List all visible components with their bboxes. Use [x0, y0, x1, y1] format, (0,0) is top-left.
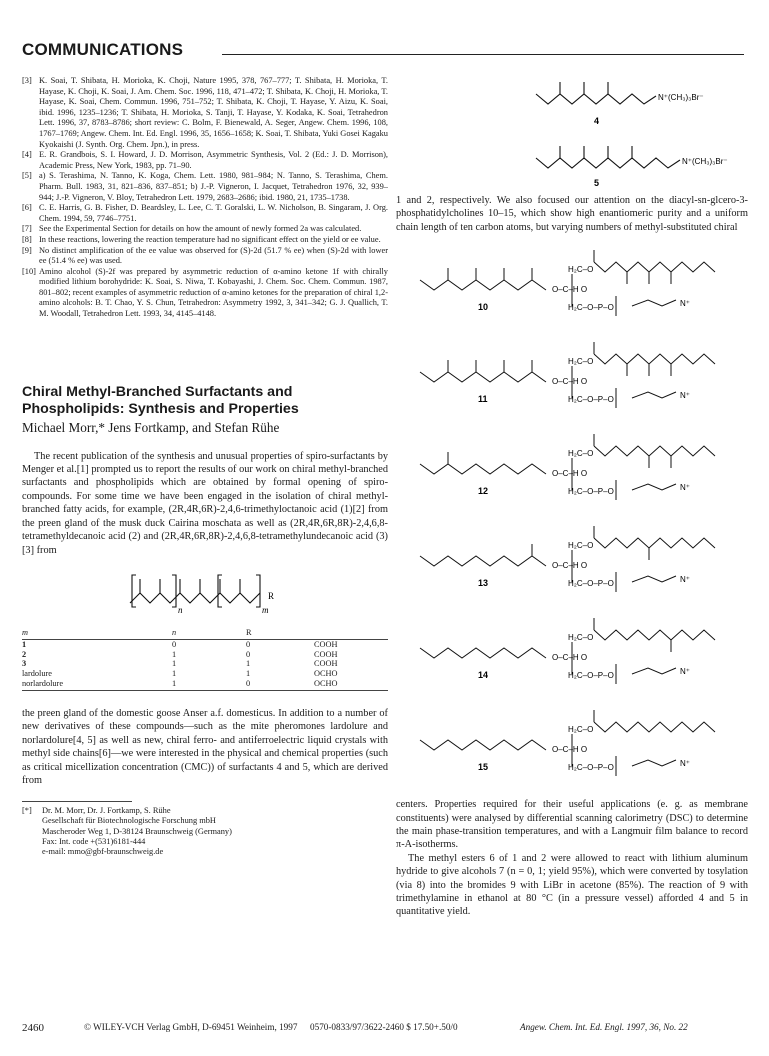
phosphate-group: H₂C–O–P–O	[568, 579, 614, 589]
ch2-group: H₂C–O	[568, 449, 594, 459]
table-rule	[22, 690, 388, 691]
col-n: n	[172, 628, 177, 638]
table-row	[22, 678, 388, 688]
choline-n: N⁺	[680, 575, 690, 585]
surfactant-drawing	[396, 76, 748, 188]
ch-group: O–C–H O	[552, 745, 588, 755]
table-cell: 3	[22, 659, 27, 669]
article-authors: Michael Morr,* Jens Fortkamp, and Stefan Rühe	[22, 419, 280, 435]
compound-label: 13	[478, 578, 489, 589]
ch-group: O–C–H O	[552, 561, 588, 571]
surfactant-structures	[396, 76, 748, 188]
table-cell: OCHO	[314, 668, 338, 678]
reference-number: [7]	[22, 224, 32, 234]
price-code: 0570-0833/97/3622-2460 $ 17.50+.50/0	[310, 1022, 458, 1032]
journal-citation: Angew. Chem. Int. Ed. Engl. 1997, 36, No. 22	[520, 1022, 688, 1032]
m-subscript: m	[262, 604, 269, 615]
n-subscript: n	[178, 604, 183, 615]
table-cell: 1	[172, 678, 177, 688]
reference-text: K. Soai, T. Shibata, H. Morioka, K. Choji, Nature 1995, 378, 767–777; T. Shibata, H. Morioka, T. Hayase, K. Choji, K. Soai, J. Am. Chem. Soc. 1996, 118, 471–472; T. Shibata, K. Choji, H. Morioka, T. Hayase, K. Soai, Chem. Commun. 1996, 751–752; T. Shibata, K. Choji, T. Hayase, Y. Aizu, K. Soai, ibid. 1996, 1235–1236; T. Shibata, H. Morioka, S. Tanji, T. Hayase, Y. Kodaka, K. Soai, Tetrahedron Lett. 1996, 37, 8783–8786; short review: C. Bolm, F. Bienewald, A. Seger, Angew. Chem. 1996, 108, 1767–1769; Angew. Chem. Int. Ed. Engl. 1996, 35, 1656–1658; K. Soai, T. Shibata, Yuki Gosei Kagaku Kyokaishi (J. Synth. Org. Chem. Jpn.), in press.	[39, 76, 388, 149]
intro-paragraph: The recent publication of the synthesis and unusual properties of spiro-surfactants by Menger et al.[1] prompted us to report the results of our work on chiral methyl-branched surfactants and phospholipids which are obtained by formal opening of spiro-compounds. For some time we have been engaged in the isolation of chiral methyl-branched fatty acids, for example, (2R,4R,6R)-2,4,6-trimethyloctanoic acid (1)[2] from the preen gland of the musk duck Cairina moschata as well as (2R,4R,6R,8R)-2,4,6,8-tetramethyldecanoic acid (2) and (2R,4R,6R,8R)-2,4,6,8-tetramethylundecanoic acid (3)[3] from	[22, 450, 388, 556]
table-cell: OCHO	[314, 678, 338, 688]
phosphate-group: H₂C–O–P–O	[568, 487, 614, 497]
general-structure-drawing	[22, 563, 388, 627]
choline-n: N⁺	[680, 759, 690, 769]
table-cell: 1	[22, 640, 27, 650]
right-column	[396, 76, 748, 919]
right-paragraph-1: 1 and 2, respectively. We also focused our attention on the diacyl-sn-glcero-3-phosphatidylcholines 10–15, which show high enantiomeric purity and a uniform chain length of ten carbon atoms, but varying numbers of methyl-substituted chiral	[396, 195, 748, 233]
table-cell: 1	[172, 649, 177, 659]
label-5: 5	[594, 178, 600, 188]
table-row	[22, 650, 388, 660]
reference-item	[22, 235, 388, 246]
second-paragraph: the preen gland of the domestic goose Anser a.f. domesticus. In addition to a number of new derivatives of these compounds—such as the mite pheromones lardolure and norlardolure[4, 5] as well as new, chiral ferro- and antiferroelectric liquid crystals with methyl side chains[6]—we were interested in the physical and chemical properties (such as critical micellization concentration (CMC)) of surfactants 4 and 5, which are derived from	[22, 707, 388, 786]
table-cell: 0	[246, 640, 251, 650]
ch-group: O–C–H O	[552, 377, 588, 387]
reference-number: [9]	[22, 245, 32, 255]
table-cell: COOH	[314, 659, 338, 669]
phospholipid-structures	[396, 236, 748, 796]
reference-item	[22, 224, 388, 235]
section-header: COMMUNICATIONS	[22, 40, 184, 59]
choline-n: N⁺	[680, 299, 690, 309]
reference-item	[22, 203, 388, 224]
phosphate-group: H₂C–O–P–O	[568, 395, 614, 405]
table-cell: 0	[246, 678, 251, 688]
compound-label: 12	[478, 486, 489, 497]
ammonium-5: N⁺(CH₃)₃Br⁻	[682, 157, 728, 166]
compound-label: 11	[478, 394, 488, 405]
page-footer	[22, 1022, 748, 1034]
footnote-rule	[22, 801, 132, 802]
reference-text: Amino alcohol (S)-2f was prepared by asymmetric reduction of α-amino ketone 1f with chirally modified lithium borohydride: K. Soai, S. Niwa, T. Kobayashi, J. Chem. Soc. Chem. Commun. 1987, 801–802; recent examples of asymmetric reduction of α-amino ketones for the preparation of chiral 1,2-amino alcohols: B. T. Chao, Y. S. Chun, Tetrahedron: Asymmetry 1992, 3, 341–342; G. J. Quallich, T. M. Woodall, Tetrahedron Lett. 1993, 34, 4145–4148.	[39, 266, 388, 319]
table-row	[22, 659, 388, 669]
phosphate-group: H₂C–O–P–O	[568, 763, 614, 773]
compound-label: 14	[478, 670, 489, 681]
table-cell: 0	[246, 649, 251, 659]
compound-label: 15	[478, 762, 489, 773]
reference-item	[22, 76, 388, 150]
ch-group: O–C–H O	[552, 469, 588, 479]
reference-number: [5]	[22, 171, 32, 181]
table-cell: lardolure	[22, 668, 52, 678]
phosphate-group: H₂C–O–P–O	[568, 303, 614, 313]
table-cell: COOH	[314, 640, 338, 650]
choline-n: N⁺	[680, 667, 690, 677]
phospholipid-drawing	[396, 236, 748, 796]
reference-number: [6]	[22, 203, 32, 213]
label-4: 4	[594, 116, 600, 126]
footnote-line: Fax: Int. code +(531)6181-444	[42, 836, 146, 846]
table-cell: norlardolure	[22, 678, 64, 688]
article-title: Chiral Methyl-Branched Surfactants and Phospholipids: Synthesis and Properties	[22, 383, 299, 417]
ch2-group: H₂C–O	[568, 357, 594, 367]
footnote-line: e-mail: mmo@gbf-braunschweig.de	[42, 846, 164, 856]
reference-text: See the Experimental Section for details on how the amount of newly formed 2a was calculated.	[39, 224, 362, 234]
page-number: 2460	[22, 1022, 44, 1034]
header-rule	[222, 54, 744, 55]
table-cell: 1	[246, 659, 251, 669]
reference-text: In these reactions, lowering the reaction temperature had no significant effect on the yield or ee value.	[39, 234, 381, 244]
ammonium-4: N⁺(CH₃)₃Br⁻	[658, 93, 704, 102]
left-column	[22, 76, 388, 857]
footnote-line: Gesellschaft für Biotechnologische Forschung mbH	[42, 816, 216, 826]
reference-text: E. R. Grandbois, S. I. Howard, J. D. Morrison, Asymmetric Synthesis, Vol. 2 (Ed.: J. D. Morrison), Academic Press, New York, 1983, pp. 71–90.	[39, 150, 388, 170]
reference-number: [3]	[22, 76, 32, 85]
table-cell: 0	[172, 640, 177, 650]
reference-item	[22, 171, 388, 203]
col-r: R	[246, 628, 252, 638]
reference-number: [4]	[22, 150, 32, 160]
right-paragraph-2: centers. Properties required for their useful applications (e. g. as membrane constituents) were analysed by differential scanning calorimetry (DSC) to determine the main phase-transition temperatures, and with a Langmuir film balance to record π-A-isotherms. The methyl esters 6 of 1 and 2 were allowed to react with lithium aluminum hydride to give alcohols 7 (n = 0, 1; yield 95%), which were converted by tosylation (via 8) into the bromides 9 with LiBr in acetone (85%). The reaction of 9 with trimethylamine in ethanol at 80 °C (in a pressure vessel) afforded 4 and 5 in quantitative yield.	[396, 799, 748, 918]
phosphate-group: H₂C–O–P–O	[568, 671, 614, 681]
reference-list	[22, 76, 388, 320]
col-m: m	[22, 628, 28, 638]
ch2-group: H₂C–O	[568, 541, 594, 551]
footnote-line: Mascheroder Weg 1, D-38124 Braunschweig (Germany)	[42, 826, 232, 836]
table-cell: 2	[22, 649, 27, 659]
ch2-group: H₂C–O	[568, 633, 594, 643]
choline-n: N⁺	[680, 391, 690, 401]
author-footnote	[22, 806, 388, 857]
reference-item	[22, 246, 388, 267]
table-cell: 1	[172, 659, 177, 669]
reference-number: [8]	[22, 234, 32, 244]
reference-number: [10]	[22, 266, 36, 276]
table-row	[22, 639, 388, 649]
ch-group: O–C–H O	[552, 285, 588, 295]
publisher-line: © WILEY-VCH Verlag GmbH, D-69451 Weinheim, 1997	[84, 1022, 298, 1032]
ch2-group: H₂C–O	[568, 725, 594, 735]
table-cell: COOH	[314, 649, 338, 659]
r-group: R	[268, 590, 275, 601]
reference-text: No distinct amplification of the ee value was observed for (S)-2d (51.7 % ee) when (S)-2d with lower ee (51.4 % ee) was used.	[39, 245, 388, 266]
table-cell: 1	[172, 668, 177, 678]
choline-n: N⁺	[680, 483, 690, 493]
reference-text: a) S. Terashima, N. Tanno, K. Koga, Chem. Lett. 1980, 981–984; N. Tanno, S. Terashima, Chem. Pharm. Bull. 1983, 31, 821–836, 837–851; b) J.-P. Vigneron, I. Jacquet, Tetrahedron 1976, 32, 939–944; J.-P. Vigneron, V. Bloy, Tetrahedron Lett. 1979, 2683–2686; ibid. 1980, 21, 1735–1738.	[39, 171, 388, 202]
ch-group: O–C–H O	[552, 653, 588, 663]
general-structure	[22, 563, 388, 627]
footnote-line: Dr. M. Morr, Dr. J. Fortkamp, S. Rühe	[42, 806, 171, 816]
table-row	[22, 669, 388, 679]
table-cell: 1	[246, 668, 251, 678]
compound-label: 10	[478, 302, 489, 313]
reference-item	[22, 150, 388, 171]
reference-item	[22, 267, 388, 320]
compound-table	[22, 627, 388, 688]
footnote-mark: [*]	[22, 806, 32, 816]
ch2-group: H₂C–O	[568, 265, 594, 275]
reference-text: C. E. Harris, G. B. Fisher, D. Beardsley, L. Lee, C. T. Goralski, L. W. Nicholson, B. Singaram, J. Org. Chem. 1994, 59, 7746–7751.	[39, 203, 388, 223]
